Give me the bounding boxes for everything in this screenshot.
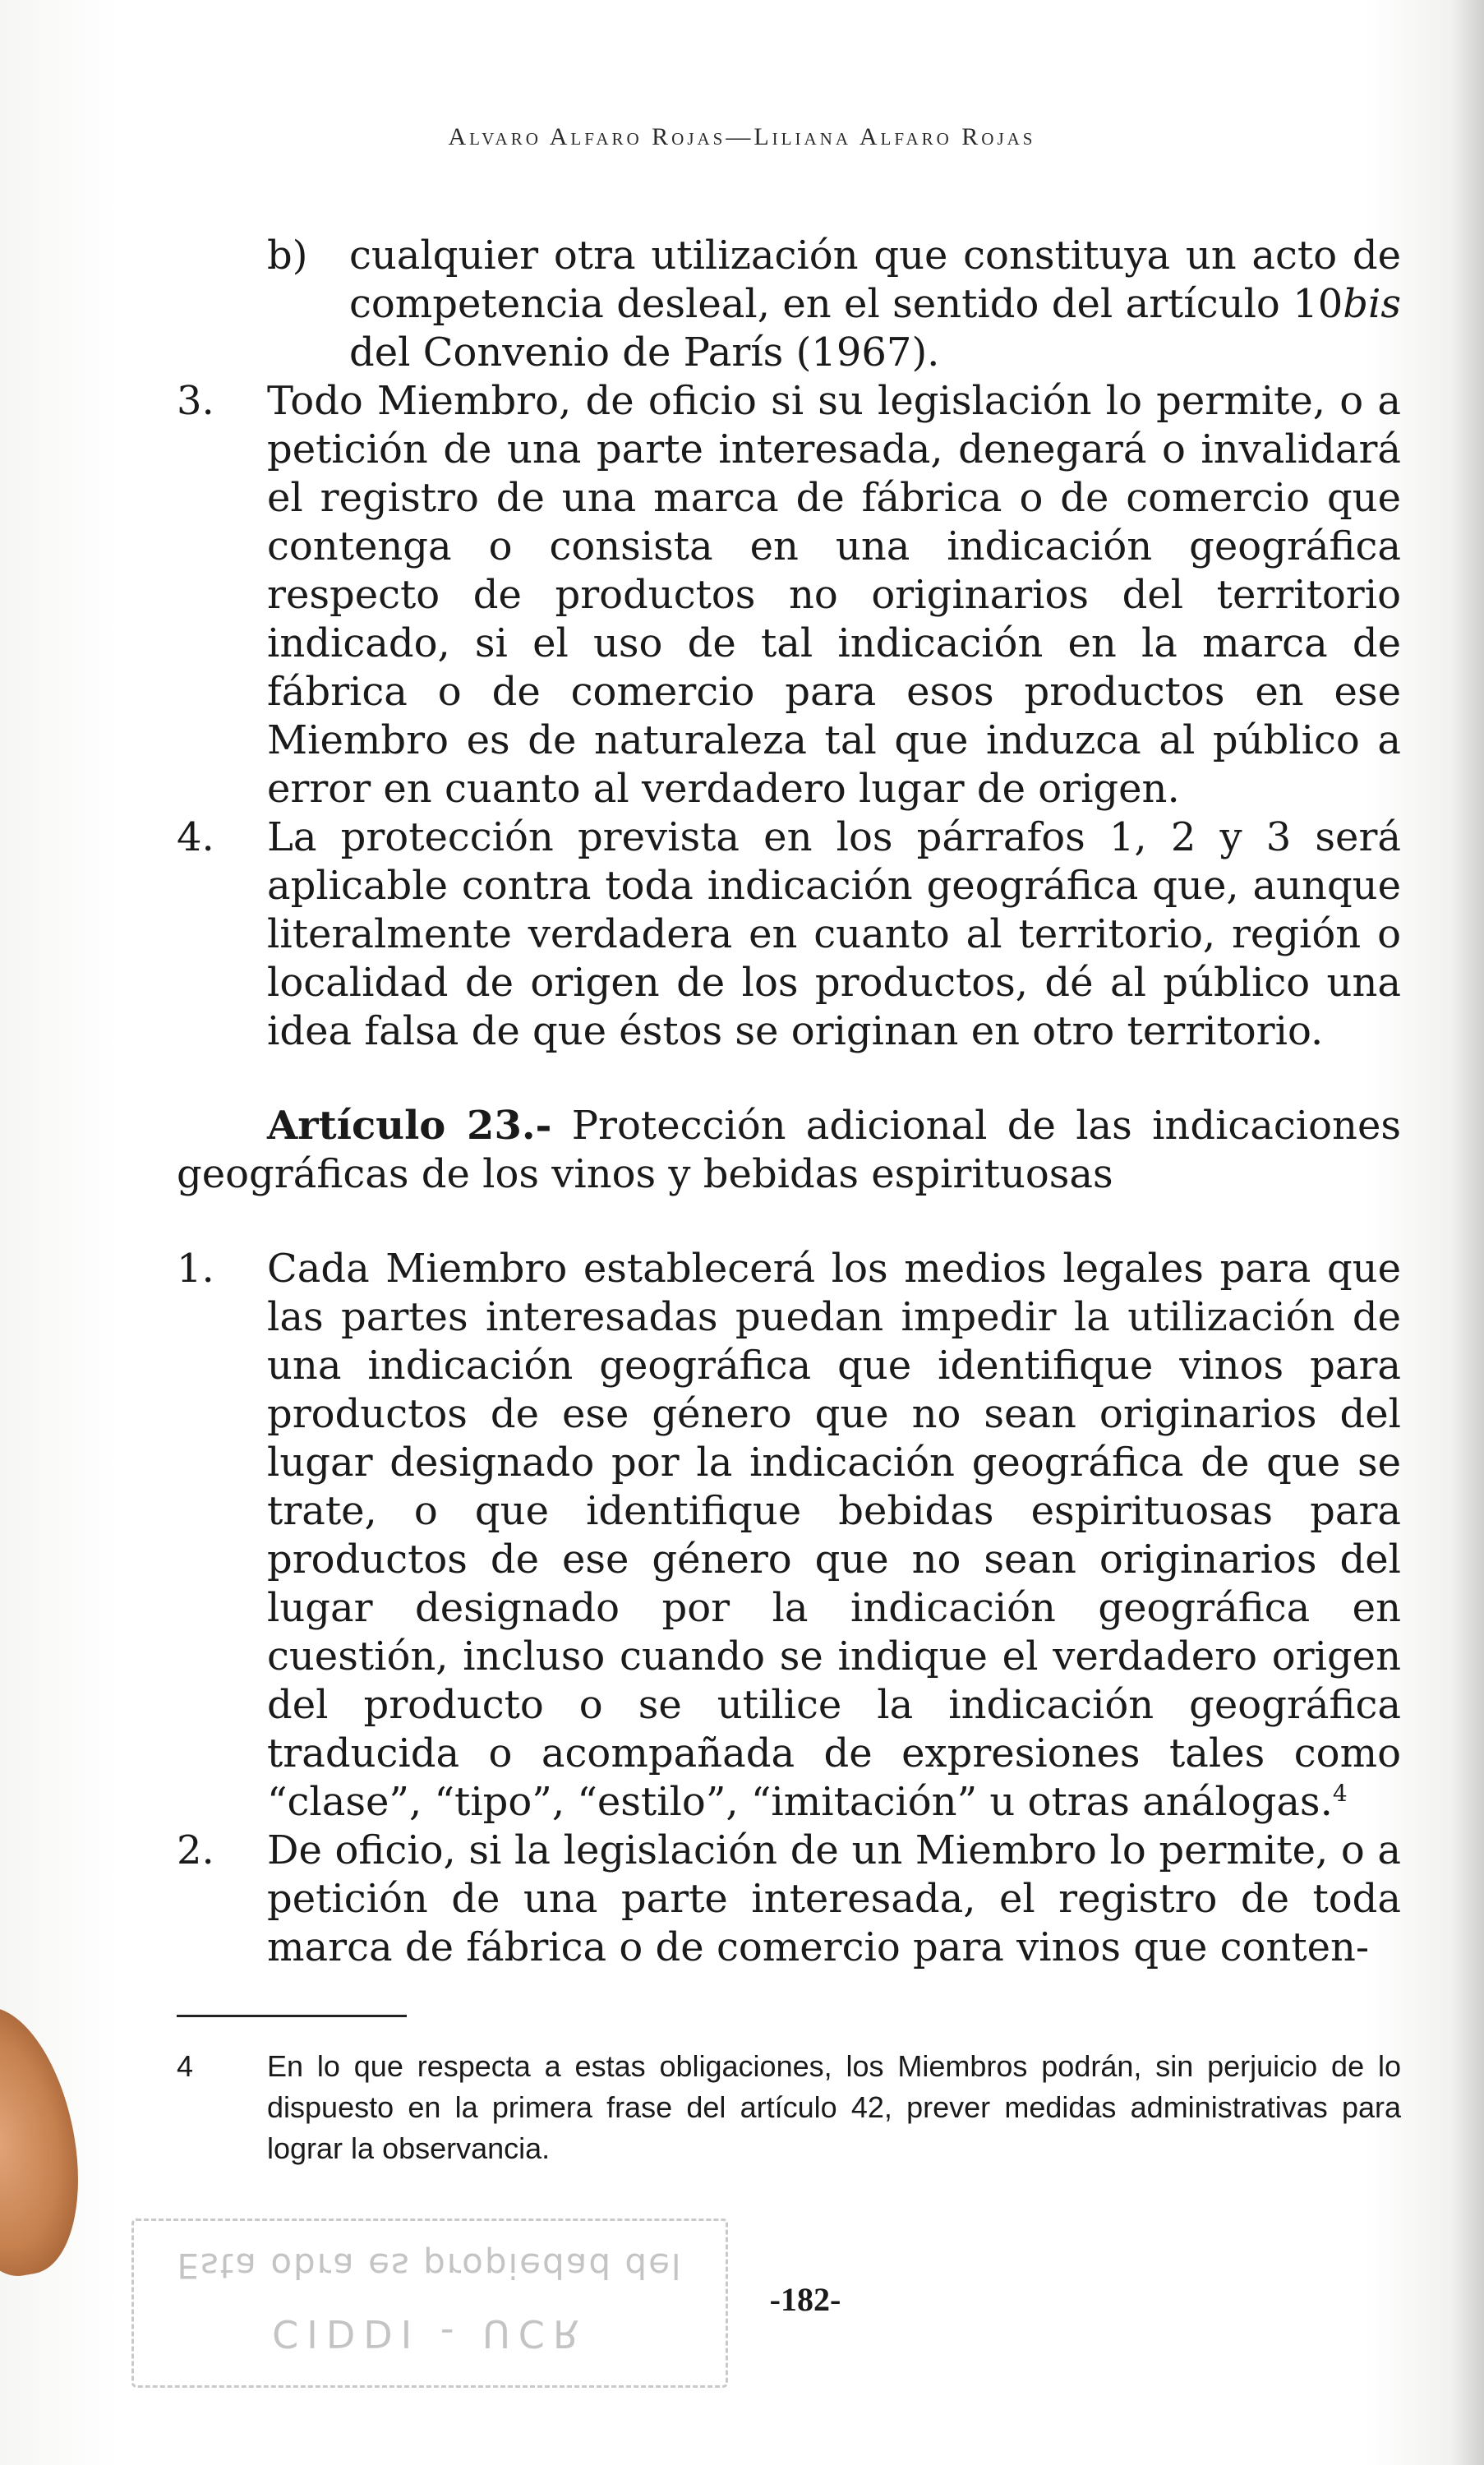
- paragraph-text: Todo Miembro, de oficio si su legislación lo permite, o a petición de una parte interesada, denegará o invalidará el registro de una marca de fábrica o de comercio que contenga o consista en una indicación geográfica respecto de productos no originarios del territorio indicado, si el uso de tal indicación en la marca de fábrica o de comercio para esos productos en ese Miembro es de naturaleza tal que induzca al público a error en cuanto al verdadero lugar de origen.: [267, 378, 1401, 812]
- paragraph-number: 4.: [177, 814, 214, 860]
- stamp-line-1: Esta obra es propiedad del: [177, 2246, 683, 2286]
- article-23-paragraph-1: [177, 1245, 1401, 1827]
- subparagraph-b: [267, 232, 1401, 377]
- footnote-number: 4: [177, 2049, 194, 2083]
- paragraph-number: 1.: [177, 1246, 214, 1292]
- subparagraph-text: cualquier otra utilización que constituya un acto de competencia desleal, en el sentido del artículo 10bis del Convenio de París (1967).: [349, 233, 1401, 376]
- running-header: Alvaro Alfaro Rojas—Liliana Alfaro Rojas: [448, 123, 1036, 150]
- paragraph-text: Cada Miembro establecerá los medios legales para que las partes interesadas puedan impedir la utilización de una indicación geográfica que identifique vinos para productos de ese género que no sean originarios del lugar designado por la indicación geográfica de que se trate, o que identifique bebidas espirituosas para productos de ese género que no sean originarios del lugar designado por la indicación geográfica en cuestión, incluso cuando se indique el verdadero origen del producto o se utilice la indicación geográfica traducida o acompañada de expresiones tales como “clase”, “tipo”, “estilo”, “imitación” u otras análogas.$^4$: [267, 1246, 1401, 1825]
- footnote-reference[interactable]: 4: [1332, 1780, 1348, 1807]
- paragraph-text: De oficio, si la legislación de un Miembro lo permite, o a petición de una parte interesada, el registro de toda marca de fábrica o de comercio para vinos que conten-: [267, 1827, 1401, 1970]
- body-text: [177, 232, 1401, 1972]
- italic-bis: bis: [1343, 281, 1401, 327]
- paragraph-number: 2.: [177, 1827, 214, 1873]
- thumb-holding-page: [0, 1996, 96, 2286]
- footnote-rule: [177, 2015, 407, 2017]
- footnote-text: En lo que respecta a estas obligaciones, los Miembros podrán, sin perjuicio de lo dispuesto en la primera frase del artículo 42, prever medidas administrativas para lograr la observancia.: [267, 2049, 1401, 2165]
- paragraph-4: [177, 813, 1401, 1056]
- page-number: -182-: [769, 2281, 841, 2318]
- article-title-text: Protección adicional de las indicaciones geográficas de los vinos y bebidas espirituosas: [177, 1103, 1402, 1197]
- article-23-paragraph-2: [177, 1827, 1401, 1972]
- subparagraph-label: b): [267, 233, 308, 279]
- article-label: Artículo 23.-: [267, 1103, 552, 1149]
- paragraph-text: La protección prevista en los párrafos 1, 2 y 3 será aplicable contra toda indicación geográfica que, aunque literalmente verdadera en cuanto al territorio, región o localidad de origen de los productos, dé al público una idea falsa de que éstos se originan en otro territorio.: [267, 814, 1401, 1054]
- stamp-line-2: CIDDI - UCR: [272, 2311, 588, 2356]
- paragraph-number: 3.: [177, 378, 214, 424]
- paragraph-3: [177, 377, 1401, 813]
- page-edge-shadow: [1451, 0, 1484, 2465]
- article-23-paragraphs: [177, 1245, 1401, 1972]
- library-stamp: [131, 2218, 728, 2388]
- article-heading: [177, 1102, 1401, 1199]
- footnote: [177, 2046, 1401, 2169]
